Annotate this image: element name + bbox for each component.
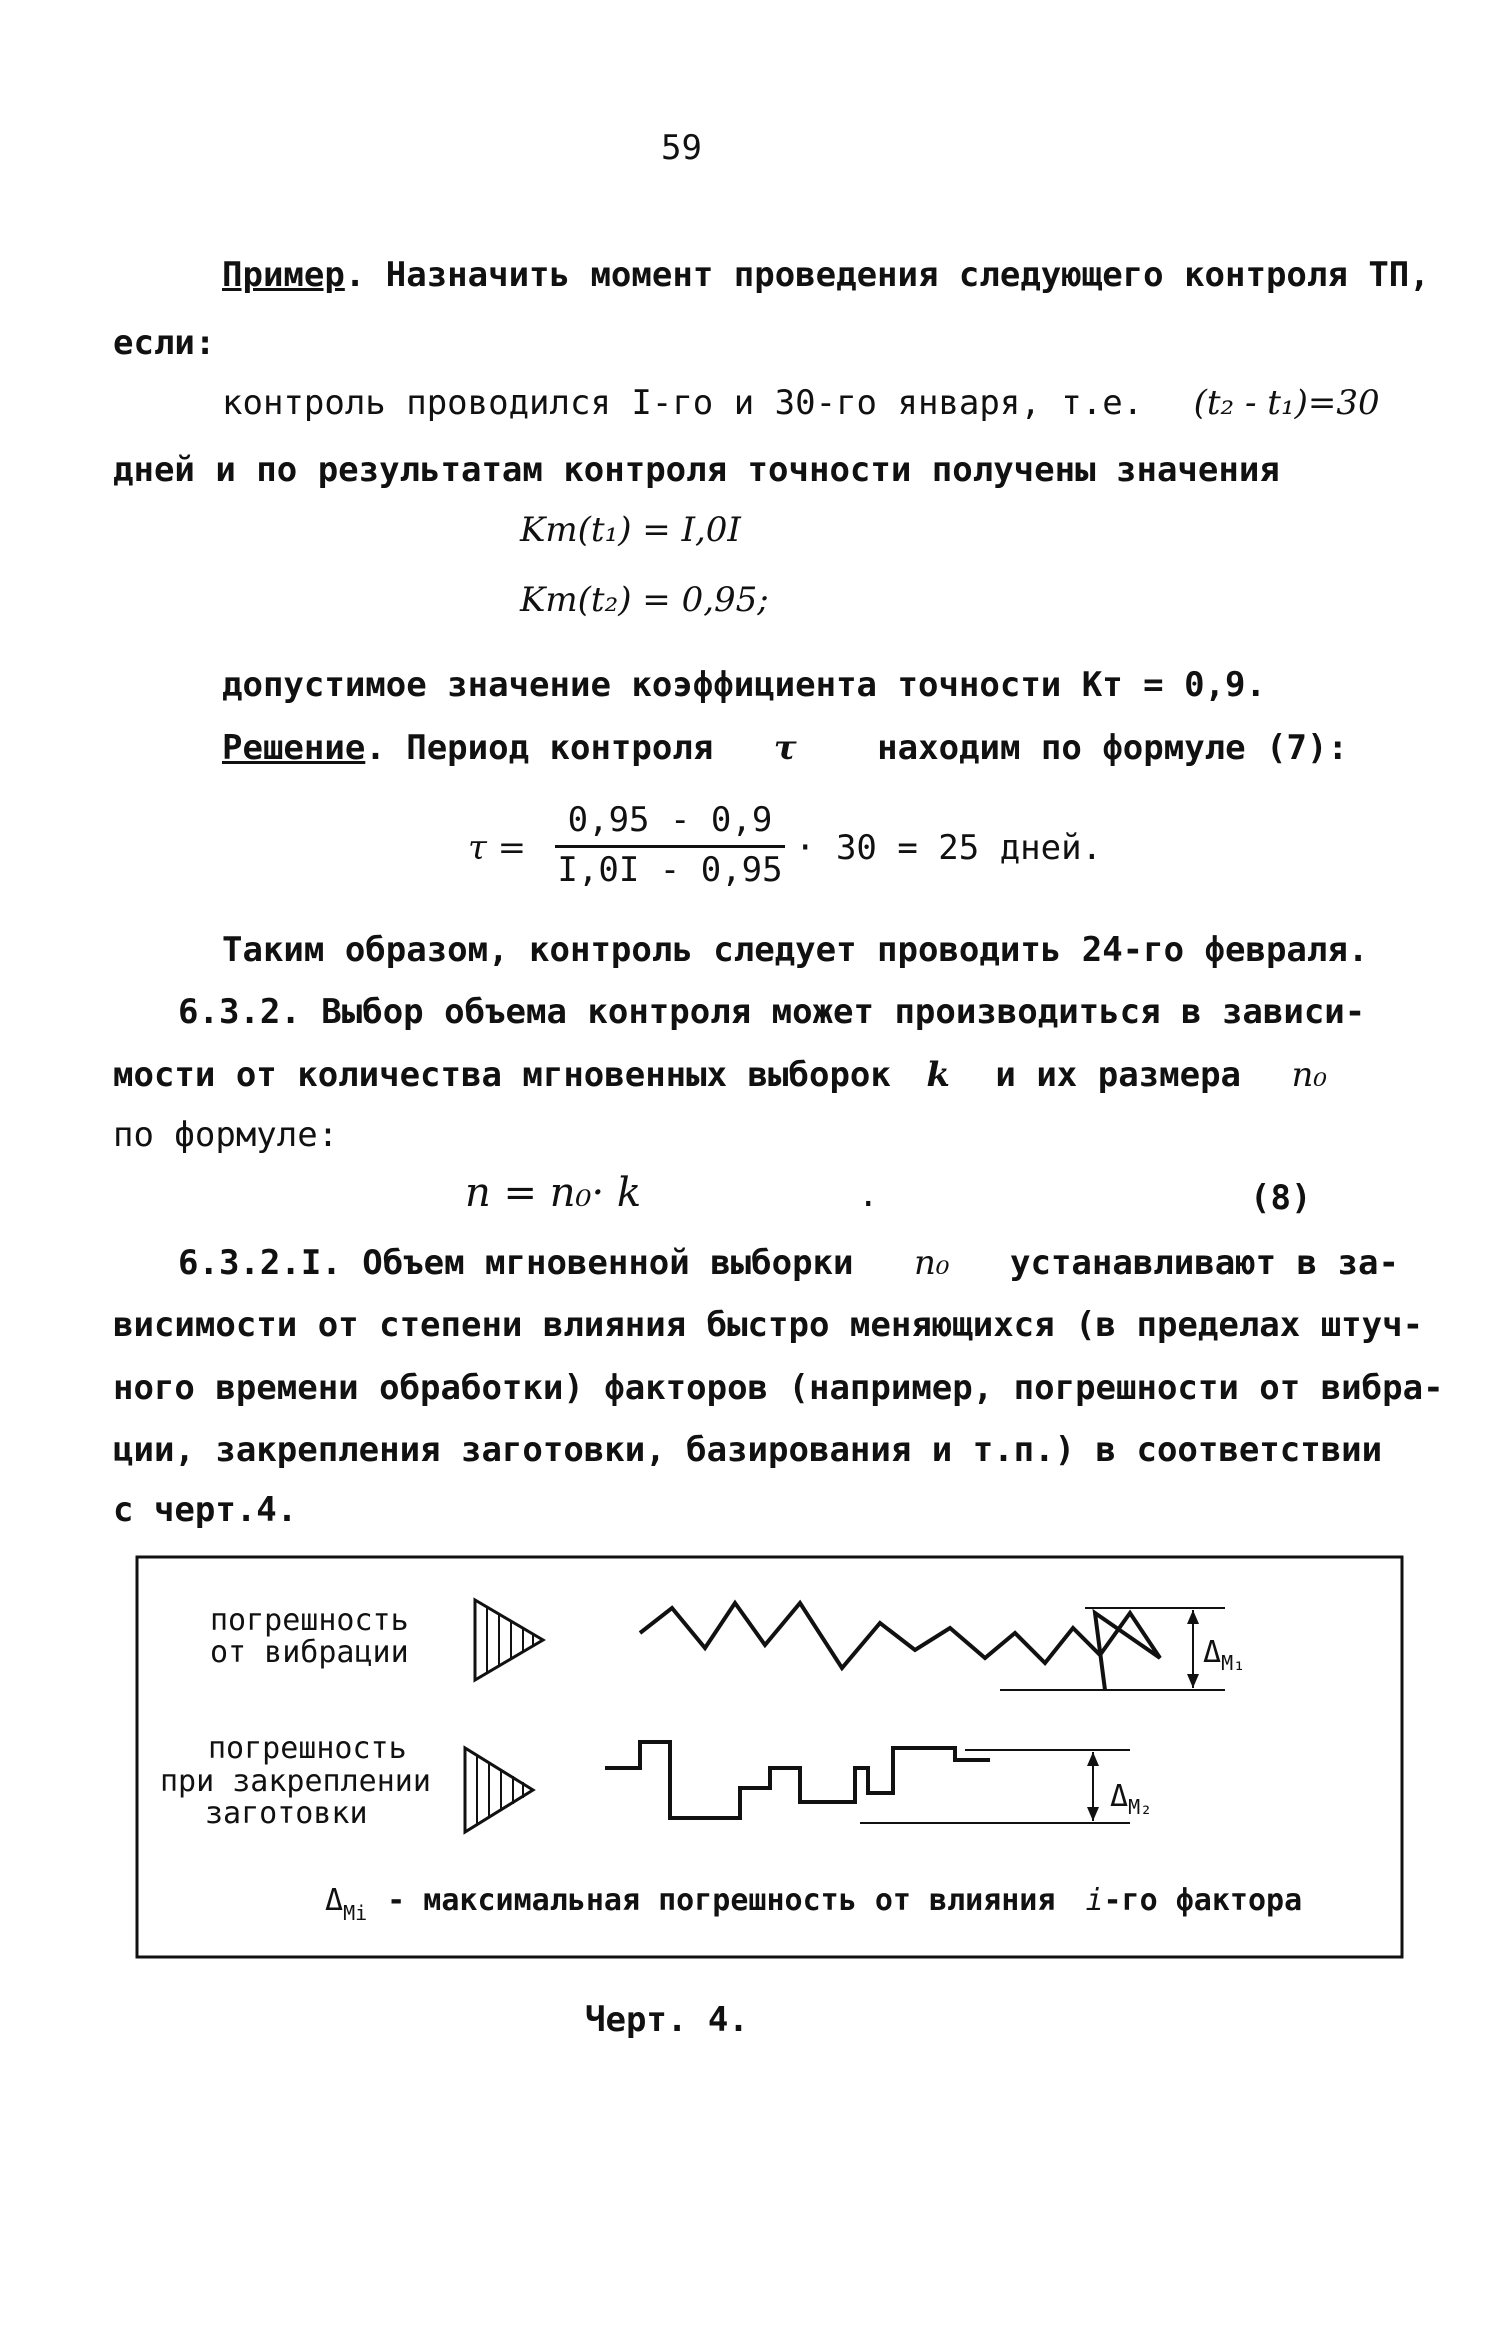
- fraction-denominator: I,0I - 0,95: [557, 850, 783, 890]
- solution-text: . Период контроля: [365, 728, 714, 768]
- legend-text: - максимальная погрешность от влияния: [387, 1883, 1056, 1918]
- example-line-3-text: контроль проводился I-го и 30-го января, т.е.: [222, 383, 1144, 423]
- legend-sub: Mi: [343, 1901, 368, 1925]
- example-text: . Назначить момент проведения следующего контроля ТП,: [344, 255, 1430, 295]
- tau-equals: τ =: [468, 828, 527, 868]
- fraction-tail: · 30 = 25 дней.: [795, 828, 1103, 868]
- delta-m2-dimension: [1087, 1752, 1099, 1821]
- example-line-4: дней и по результатам контроля точности получены значения: [113, 450, 1280, 490]
- row2-label-3: заготовки: [205, 1796, 368, 1831]
- delta-m1-label: [1203, 1635, 1245, 1675]
- section-632-line-1: 6.3.2. Выбор объема контроля может производиться в зависи-: [178, 992, 1366, 1032]
- triangle-symbol-1: [475, 1600, 543, 1680]
- delta-m2-symbol: Δ: [1110, 1779, 1129, 1814]
- section-632-line-2b: и их размера: [995, 1055, 1242, 1095]
- clamping-waveform: [605, 1742, 990, 1818]
- delta-m1-symbol: Δ: [1203, 1635, 1222, 1670]
- row1-label-1: погрешность: [210, 1603, 409, 1638]
- interval-formula: (t₂ - t₁)=30: [1193, 383, 1380, 423]
- legend-delta: Δ: [325, 1883, 344, 1918]
- section-632-line-2a: мости от количества мгновенных выборок: [113, 1055, 891, 1095]
- conclusion-line: Таким образом, контроль следует проводить 24-го февраля.: [222, 930, 1369, 970]
- example-line-5: допустимое значение коэффициента точности Kт = 0,9.: [222, 665, 1266, 705]
- section-6321-line-4: ции, закрепления заготовки, базирования и т.п.) в соответствии: [113, 1430, 1383, 1470]
- section-6321-line-1a: 6.3.2.I. Объем мгновенной выборки: [178, 1243, 854, 1283]
- n0-symbol: n₀: [1291, 1055, 1328, 1095]
- n0-symbol-2: n₀: [914, 1243, 950, 1283]
- triangle-symbol-2: [465, 1748, 533, 1832]
- formula-8: n = n₀· k: [465, 1170, 642, 1216]
- legend-tail: -го фактора: [1103, 1883, 1303, 1918]
- tau-symbol: τ: [773, 728, 797, 768]
- delta-m1-sub: M₁: [1221, 1651, 1246, 1675]
- equation-kt2: Kт(t₂) = 0,95;: [520, 580, 769, 620]
- page-number: 59: [661, 128, 702, 168]
- row2-label-1: погрешность: [208, 1731, 407, 1766]
- section-6321-line-3: ного времени обработки) факторов (например, погрешности от вибра-: [113, 1368, 1444, 1408]
- section-632-line-3: по формуле:: [113, 1115, 339, 1155]
- delta-m2-sub: M₂: [1128, 1795, 1153, 1819]
- equation-kt1: Kт(t₁) = I,0I: [520, 510, 741, 550]
- section-6321-line-1b: устанавливают в за-: [1010, 1243, 1399, 1283]
- solution-label: Решение: [222, 728, 366, 768]
- section-6321-line-2: висимости от степени влияния быстро меняющихся (в пределах штуч-: [113, 1305, 1424, 1345]
- row2-label-2: при закреплении: [160, 1764, 431, 1799]
- delta-m1-dimension: [1187, 1610, 1199, 1688]
- legend-line: [325, 1883, 1302, 1925]
- example-line-2: если:: [113, 323, 216, 363]
- k-symbol: k: [926, 1055, 950, 1095]
- figure-caption: Черт. 4.: [585, 2000, 749, 2040]
- example-label: Пример: [222, 255, 345, 295]
- delta-m2-label: [1110, 1779, 1152, 1819]
- section-6321-line-5: с черт.4.: [113, 1490, 298, 1530]
- vibration-waveform: [640, 1603, 1160, 1690]
- formula-8-number: (8): [1250, 1178, 1312, 1218]
- formula-8-dot: .: [858, 1175, 879, 1215]
- solution-text-2: находим по формуле (7):: [877, 728, 1348, 768]
- row1-label-2: от вибрации: [210, 1635, 409, 1670]
- fraction-numerator: 0,95 - 0,9: [567, 800, 773, 840]
- legend-i: i: [1085, 1883, 1104, 1918]
